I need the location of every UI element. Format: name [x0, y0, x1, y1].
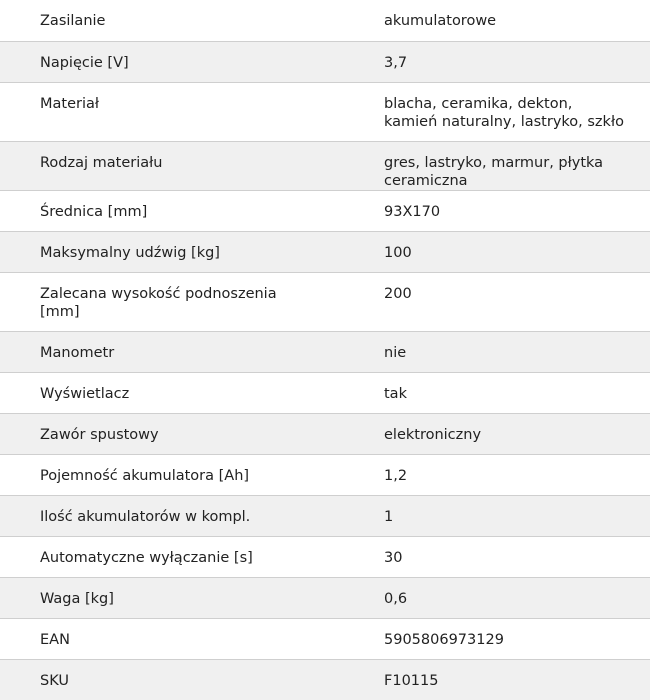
spec-label: Średnica [mm]	[40, 203, 148, 220]
spec-value: 30	[384, 549, 403, 566]
spec-value: tak	[384, 385, 407, 402]
spec-row-pojemnosc-akumulatora	[0, 454, 650, 495]
spec-row-maksymalny-udzwig	[0, 231, 650, 272]
spec-value: elektroniczny	[384, 426, 482, 443]
spec-value: blacha, ceramika, dekton, kamień naturalny, lastryko, szkło	[384, 95, 624, 130]
spec-value: akumulatorowe	[384, 13, 497, 29]
spec-label: Napięcie [V]	[40, 54, 129, 71]
spec-value: gres, lastryko, marmur, płytka ceramiczna	[384, 154, 604, 189]
spec-value: 1,2	[384, 467, 408, 484]
spec-row-srednica	[0, 190, 650, 231]
spec-value: 0,6	[384, 590, 408, 607]
spec-row-rodzaj-materialu	[0, 141, 650, 190]
spec-label: Rodzaj materiału	[40, 154, 163, 171]
spec-label: Zalecana wysokość podnoszenia [mm]	[40, 285, 277, 320]
spec-value: 200	[384, 285, 412, 302]
spec-row-zasilanie	[0, 0, 650, 41]
spec-label: Pojemność akumulatora [Ah]	[40, 467, 250, 484]
spec-value: F10115	[384, 672, 439, 689]
spec-row-wysokosc-podnoszenia	[0, 272, 650, 331]
spec-value: 100	[384, 244, 412, 261]
spec-row-zawor-spustowy	[0, 413, 650, 454]
spec-value: 3,7	[384, 54, 408, 71]
spec-label: Zasilanie	[40, 13, 106, 29]
spec-value: 5905806973129	[384, 631, 504, 648]
spec-label: Automatyczne wyłączanie [s]	[40, 549, 253, 566]
spec-label: Ilość akumulatorów w kompl.	[40, 508, 251, 525]
spec-row-waga	[0, 577, 650, 618]
spec-label: EAN	[40, 631, 70, 648]
spec-row-napiecie	[0, 41, 650, 82]
spec-value: nie	[384, 344, 407, 361]
spec-row-automatyczne-wylaczanie	[0, 536, 650, 577]
spec-value: 1	[384, 508, 394, 525]
spec-label: Waga [kg]	[40, 590, 114, 607]
spec-row-material	[0, 82, 650, 141]
spec-row-wyswietlacz	[0, 372, 650, 413]
spec-value: 93X170	[384, 203, 441, 220]
spec-label: Wyświetlacz	[40, 385, 130, 402]
spec-label: Materiał	[40, 95, 99, 112]
spec-row-manometr	[0, 331, 650, 372]
spec-row-ean	[0, 618, 650, 659]
spec-label: Manometr	[40, 344, 115, 361]
spec-row-ilosc-akumulatorow	[0, 495, 650, 536]
spec-label: Maksymalny udźwig [kg]	[40, 244, 220, 261]
spec-row-sku	[0, 659, 650, 700]
spec-label: SKU	[40, 672, 69, 689]
spec-label: Zawór spustowy	[40, 426, 159, 443]
